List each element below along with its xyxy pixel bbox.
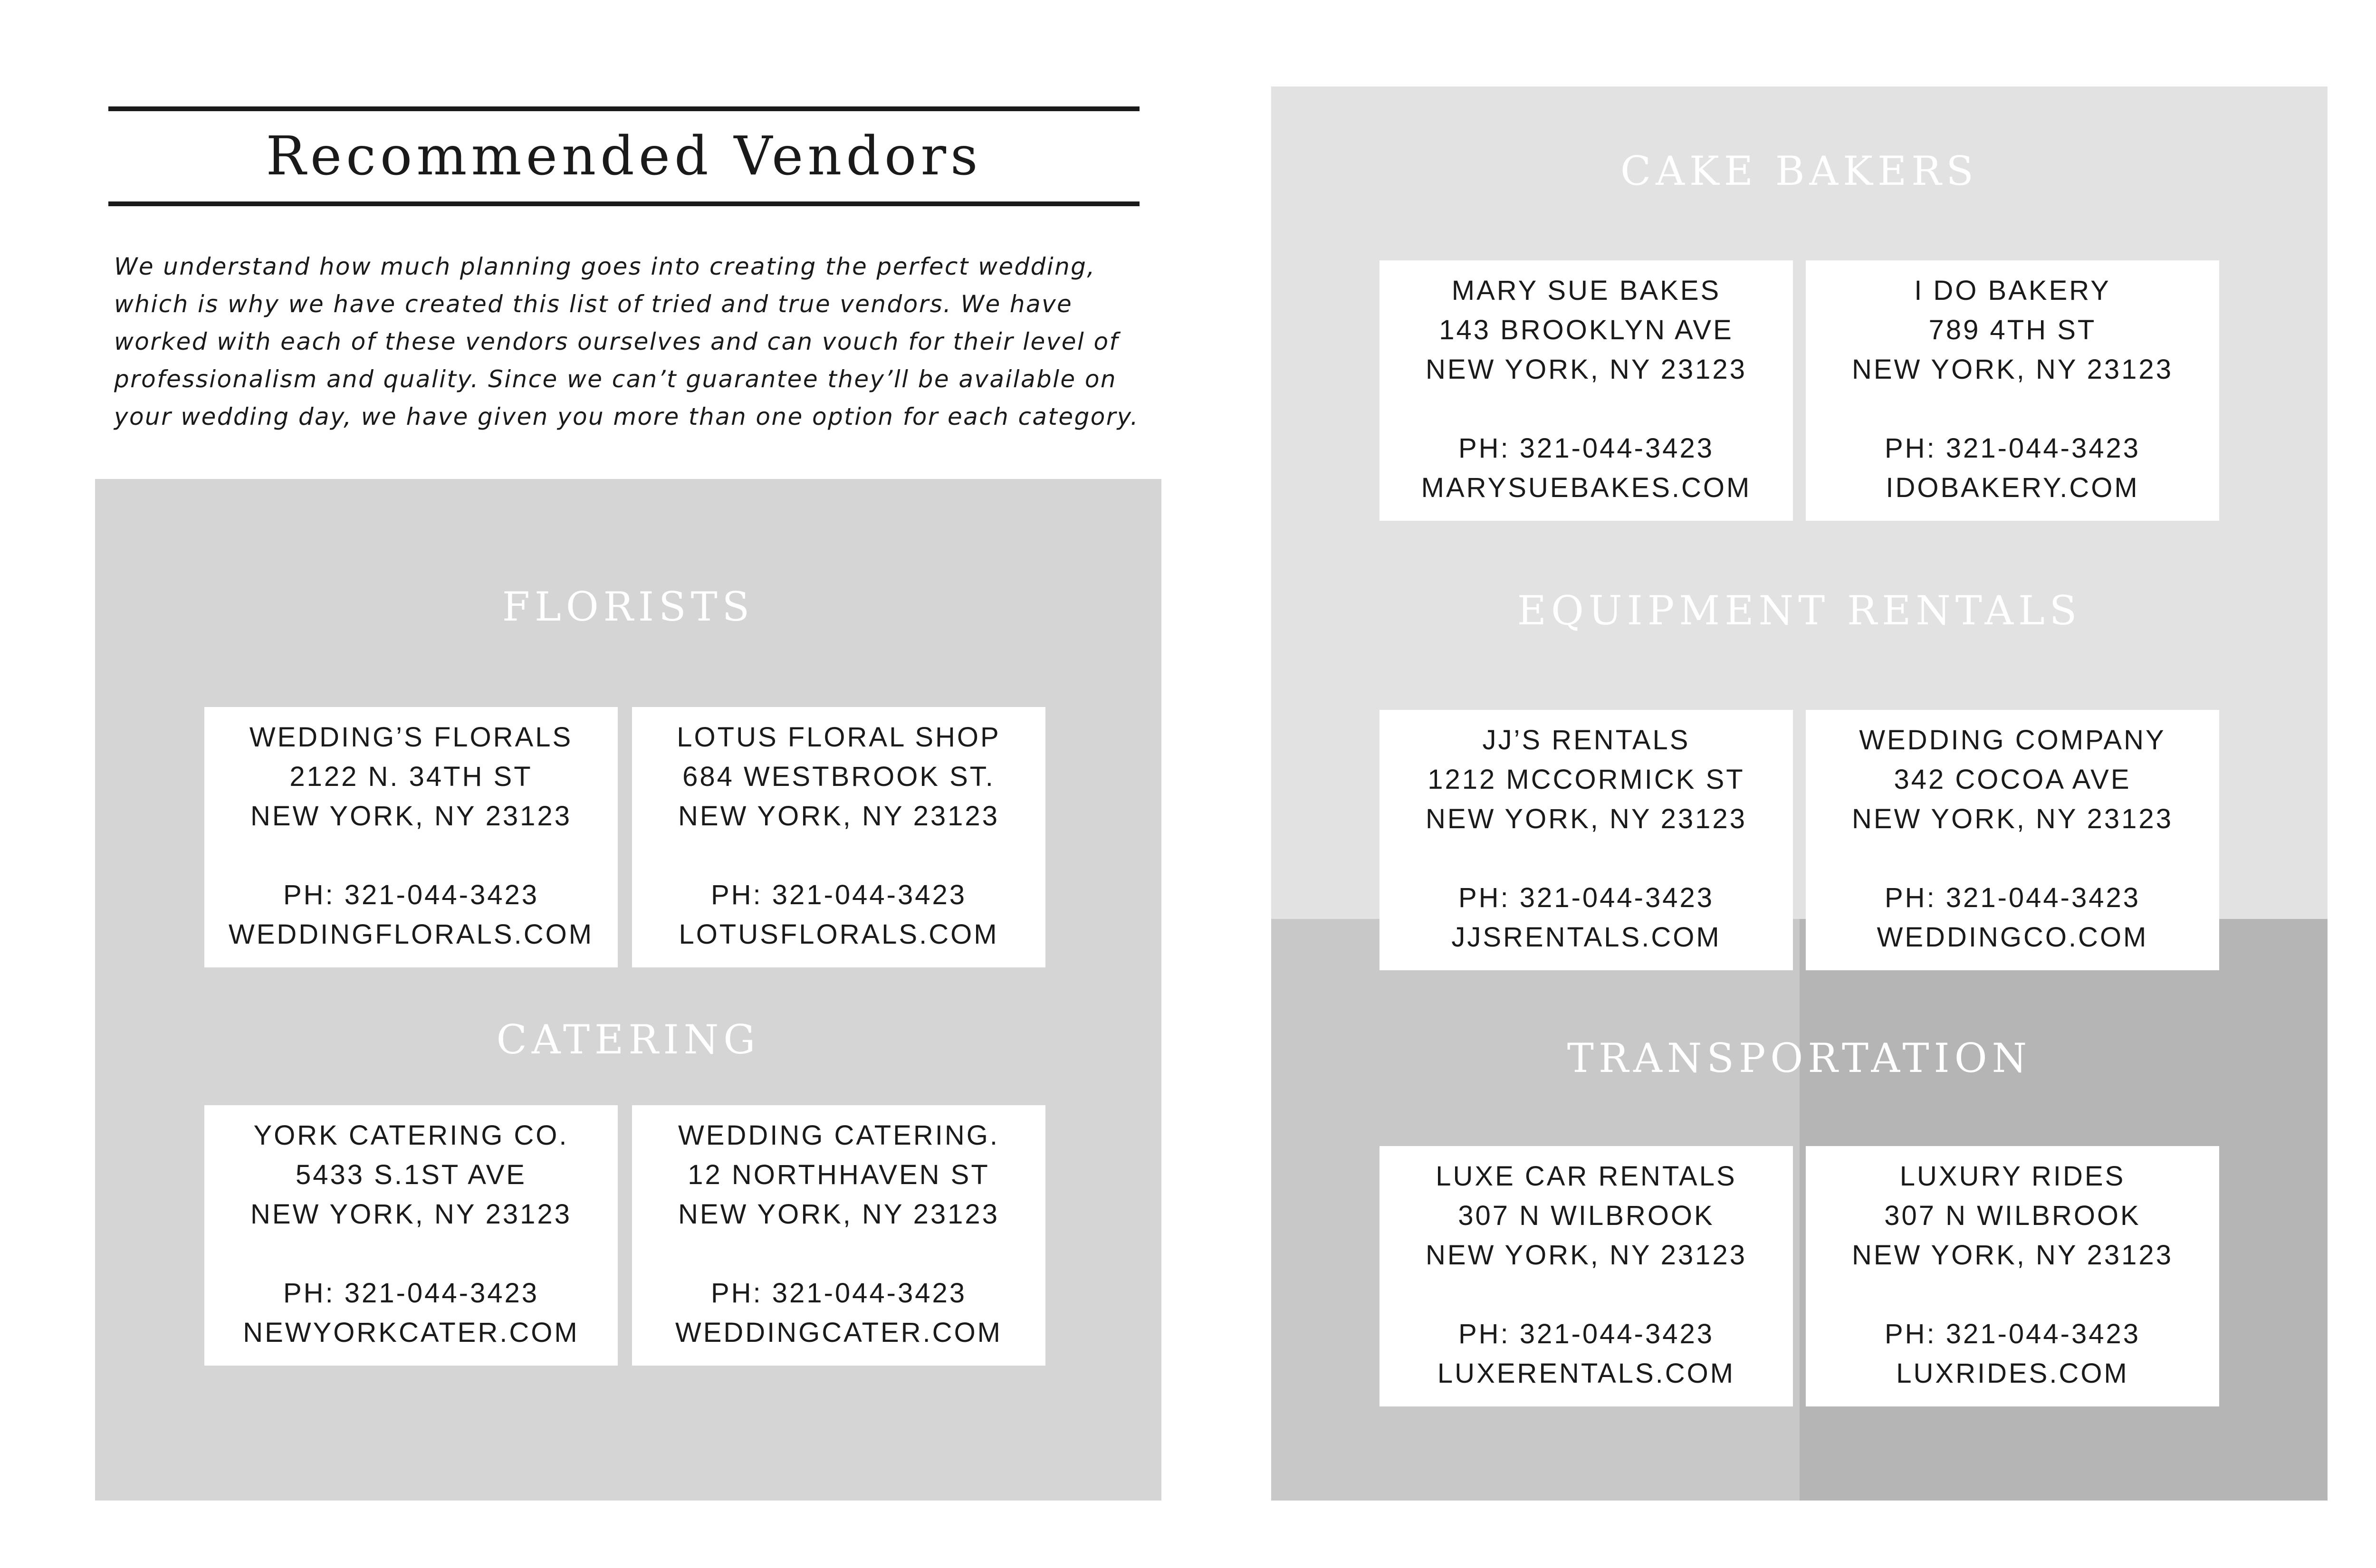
vendor-card-luxury-rides xyxy=(1806,1146,2219,1406)
vendor-phone: PH: 321-044-3423 xyxy=(1885,433,2140,464)
vendor-name: WEDDING COMPANY xyxy=(1859,725,2166,755)
vendor-spacer xyxy=(1380,839,1793,878)
vendor-phone: PH: 321-044-3423 xyxy=(1885,882,2140,913)
vendor-website: NEWYORKCATER.COM xyxy=(243,1317,579,1348)
florists-heading: FLORISTS xyxy=(502,583,755,630)
vendor-address: 1212 MCCORMICK ST xyxy=(1428,764,1745,795)
cake-bakers-heading: CAKE BAKERS xyxy=(1620,148,1978,194)
vendor-card-mary-sue-bakes xyxy=(1380,260,1793,521)
vendor-spacer xyxy=(1806,1275,2219,1314)
vendor-name: I DO BAKERY xyxy=(1914,275,2111,306)
vendor-name: JJ’S RENTALS xyxy=(1482,725,1690,755)
vendor-name: LUXURY RIDES xyxy=(1899,1161,2126,1192)
transportation-heading: TRANSPORTATION xyxy=(1567,1035,2032,1081)
vendor-city: NEW YORK, NY 23123 xyxy=(678,1199,999,1230)
title-top-rule xyxy=(108,106,1140,111)
vendor-address: 12 NORTHHAVEN ST xyxy=(688,1159,990,1190)
vendor-spacer xyxy=(1806,389,2219,429)
vendor-city: NEW YORK, NY 23123 xyxy=(250,801,572,832)
vendor-website: LUXRIDES.COM xyxy=(1896,1358,2129,1389)
vendor-address: 307 N WILBROOK xyxy=(1884,1200,2141,1231)
vendor-website: LUXERENTALS.COM xyxy=(1437,1358,1735,1389)
vendor-city: NEW YORK, NY 23123 xyxy=(1426,1240,1747,1271)
vendor-card-lotus-floral-shop xyxy=(632,707,1045,967)
vendor-website: IDOBAKERY.COM xyxy=(1886,472,2139,503)
vendor-card-weddings-florals xyxy=(204,707,618,967)
vendor-spacer xyxy=(204,1234,618,1273)
vendor-name: YORK CATERING CO. xyxy=(253,1120,569,1151)
vendor-city: NEW YORK, NY 23123 xyxy=(1852,803,2173,834)
vendor-phone: PH: 321-044-3423 xyxy=(1458,882,1714,913)
vendor-card-wedding-company xyxy=(1806,710,2219,970)
vendor-address: 2122 N. 34TH ST xyxy=(289,761,533,792)
vendor-website: MARYSUEBAKES.COM xyxy=(1421,472,1752,503)
vendor-card-wedding-catering xyxy=(632,1105,1045,1366)
vendor-website: LOTUSFLORALS.COM xyxy=(679,919,999,950)
vendor-phone: PH: 321-044-3423 xyxy=(711,1278,967,1309)
vendor-address: 342 COCOA AVE xyxy=(1894,764,2131,795)
vendor-phone: PH: 321-044-3423 xyxy=(1458,1319,1714,1349)
intro-paragraph: We understand how much planning goes into creating the perfect wedding, which is why we have created this list of tried and true vendors. We have worked with each of these vendors ourselves and can vouch for their level of professionalism and quality. Since we can’t guarantee they’ll be available on your wedding day, we have given you more than one option for each category. xyxy=(114,253,1140,430)
vendor-spacer xyxy=(1380,1275,1793,1314)
page-title: Recommended Vendors xyxy=(266,125,982,187)
vendor-spacer xyxy=(632,836,1045,875)
vendor-city: NEW YORK, NY 23123 xyxy=(1426,803,1747,834)
vendor-website: WEDDINGCO.COM xyxy=(1877,922,2148,953)
vendor-name: WEDDING CATERING. xyxy=(678,1120,999,1151)
vendor-city: NEW YORK, NY 23123 xyxy=(1426,354,1747,385)
vendor-spacer xyxy=(204,836,618,875)
vendor-phone: PH: 321-044-3423 xyxy=(283,1278,539,1309)
vendor-card-york-catering xyxy=(204,1105,618,1366)
vendor-name: LUXE CAR RENTALS xyxy=(1436,1161,1737,1192)
vendor-spacer xyxy=(632,1234,1045,1273)
vendor-address: 5433 S.1ST AVE xyxy=(296,1159,527,1190)
vendor-city: NEW YORK, NY 23123 xyxy=(678,801,999,832)
vendor-address: 684 WESTBROOK ST. xyxy=(682,761,995,792)
vendor-city: NEW YORK, NY 23123 xyxy=(1852,1240,2173,1271)
vendor-address: 307 N WILBROOK xyxy=(1458,1200,1715,1231)
vendor-phone: PH: 321-044-3423 xyxy=(711,880,967,910)
vendor-spacer xyxy=(1380,389,1793,429)
vendor-phone: PH: 321-044-3423 xyxy=(1458,433,1714,464)
vendor-address: 143 BROOKLYN AVE xyxy=(1439,315,1734,345)
vendor-city: NEW YORK, NY 23123 xyxy=(1852,354,2173,385)
vendor-name: LOTUS FLORAL SHOP xyxy=(677,722,1001,753)
vendor-phone: PH: 321-044-3423 xyxy=(1885,1319,2140,1349)
vendor-card-luxe-car-rentals xyxy=(1380,1146,1793,1406)
vendor-website: WEDDINGCATER.COM xyxy=(675,1317,1002,1348)
vendor-card-jjs-rentals xyxy=(1380,710,1793,970)
vendor-name: MARY SUE BAKES xyxy=(1451,275,1721,306)
vendor-website: WEDDINGFLORALS.COM xyxy=(228,919,594,950)
vendor-phone: PH: 321-044-3423 xyxy=(283,880,539,910)
equipment-rentals-heading: EQUIPMENT RENTALS xyxy=(1517,587,2082,634)
vendor-city: NEW YORK, NY 23123 xyxy=(250,1199,572,1230)
page-header xyxy=(108,106,1140,206)
vendor-name: WEDDING’S FLORALS xyxy=(249,722,573,753)
vendor-website: JJSRENTALS.COM xyxy=(1451,922,1721,953)
vendor-spacer xyxy=(1806,839,2219,878)
title-bottom-rule xyxy=(108,201,1140,206)
catering-heading: CATERING xyxy=(496,1016,760,1063)
vendor-address: 789 4TH ST xyxy=(1928,315,2097,345)
vendor-card-i-do-bakery xyxy=(1806,260,2219,521)
